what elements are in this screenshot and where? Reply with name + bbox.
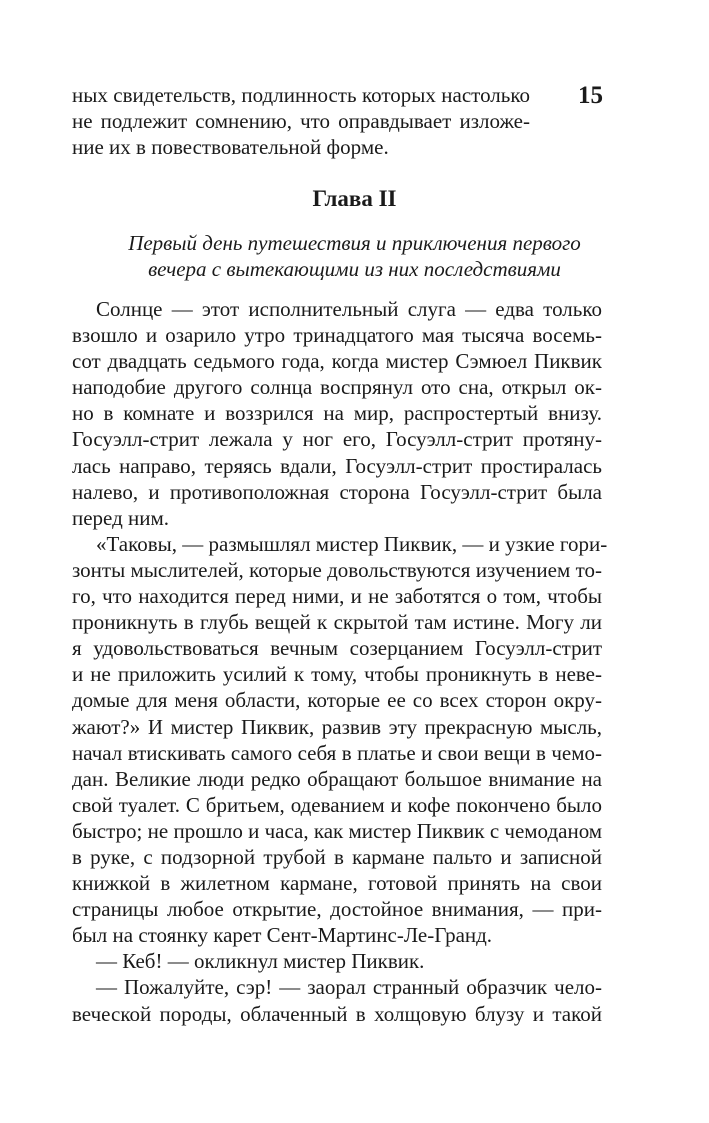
intro-paragraph [72,82,530,160]
page-number: 15 [578,82,603,109]
text-line: жают?» И мистер Пиквик, развив эту прекрасную мысль, [72,714,602,739]
text-line: и не приложить усилий к тому, чтобы проникнуть в неве- [72,662,602,687]
text-line: проникнуть в глубь вещей к скрытой там истине. Могу ли [72,610,602,635]
text-line: начал втискивать самого себя в платье и свои вещи в чемо- [72,740,602,765]
text-line: — Пожалуйте, сэр! — заорал странный образчик чело- [96,975,602,1000]
text-line: «Таковы, — размышлял мистер Пиквик, — и узкие гори- [96,531,608,556]
text-line: быстро; не прошло и часа, как мистер Пиквик с чемоданом [72,818,603,843]
text-line: взошло и озарило утро тринадцатого мая тысяча восемь- [72,323,602,348]
text-line: ных свидетельств, подлинность которых настолько [72,83,530,107]
text-line: я удовольствоваться вечным созерцанием Госуэлл-стрит [72,636,602,661]
text-line: го, что находится перед ними, и не заботятся о том, чтобы [72,584,602,609]
text-line: ние их в повествовательной форме. [72,135,389,160]
text-line: веческой породы, облаченный в холщовую блузу и такой [72,1001,602,1026]
text-line: дан. Великие люди редко обращают большое внимание на [72,766,602,791]
text-line: Солнце — этот исполнительный слуга — едва только [96,297,602,321]
text-line: свой туалет. С бритьем, одеванием и кофе покончено было [72,792,602,817]
body-text [72,296,608,1027]
text-line: Госуэлл-стрит лежала у ног его, Госуэлл-стрит протяну- [72,427,602,452]
text-line: перед ним. [72,505,170,530]
text-line: налево, и противоположная сторона Госуэлл-стрит была [72,479,602,504]
subtitle-line: вечера с вытекающими из них последствиями [148,257,561,281]
text-line: страницы любое открытие, достойное внимания, — при- [72,897,602,922]
text-line: не подлежит сомнению, что оправдывает изложе- [72,109,530,134]
text-line: но в комнате и воззрился на мир, распростертый внизу. [72,401,602,426]
text-line: книжкой в жилетном кармане, готовой принять на свои [72,871,602,896]
text-line: домые для меня области, которые ее со всех сторон окру- [72,688,602,713]
text-line: наподобие другого солнца воспрянул ото сна, открыл ок- [72,375,602,400]
chapter-title: Глава II [312,186,397,211]
text-line: сот двадцать седьмого года, когда мистер Сэмюел Пиквик [72,349,602,374]
text-line: был на стоянку карет Сент-Мартинс-Ле-Гранд. [72,923,493,948]
text-line: зонты мыслителей, которые довольствуются изучением то- [72,557,602,582]
chapter-subtitle [0,230,709,282]
subtitle-line: Первый день путешествия и приключения первого [128,231,581,255]
text-line: лась направо, теряясь вдали, Госуэлл-стрит простиралась [72,453,602,478]
text-line: — Кеб! — окликнул мистер Пиквик. [96,949,425,974]
text-line: в руке, с подзорной трубой в кармане пальто и записной [72,844,602,869]
